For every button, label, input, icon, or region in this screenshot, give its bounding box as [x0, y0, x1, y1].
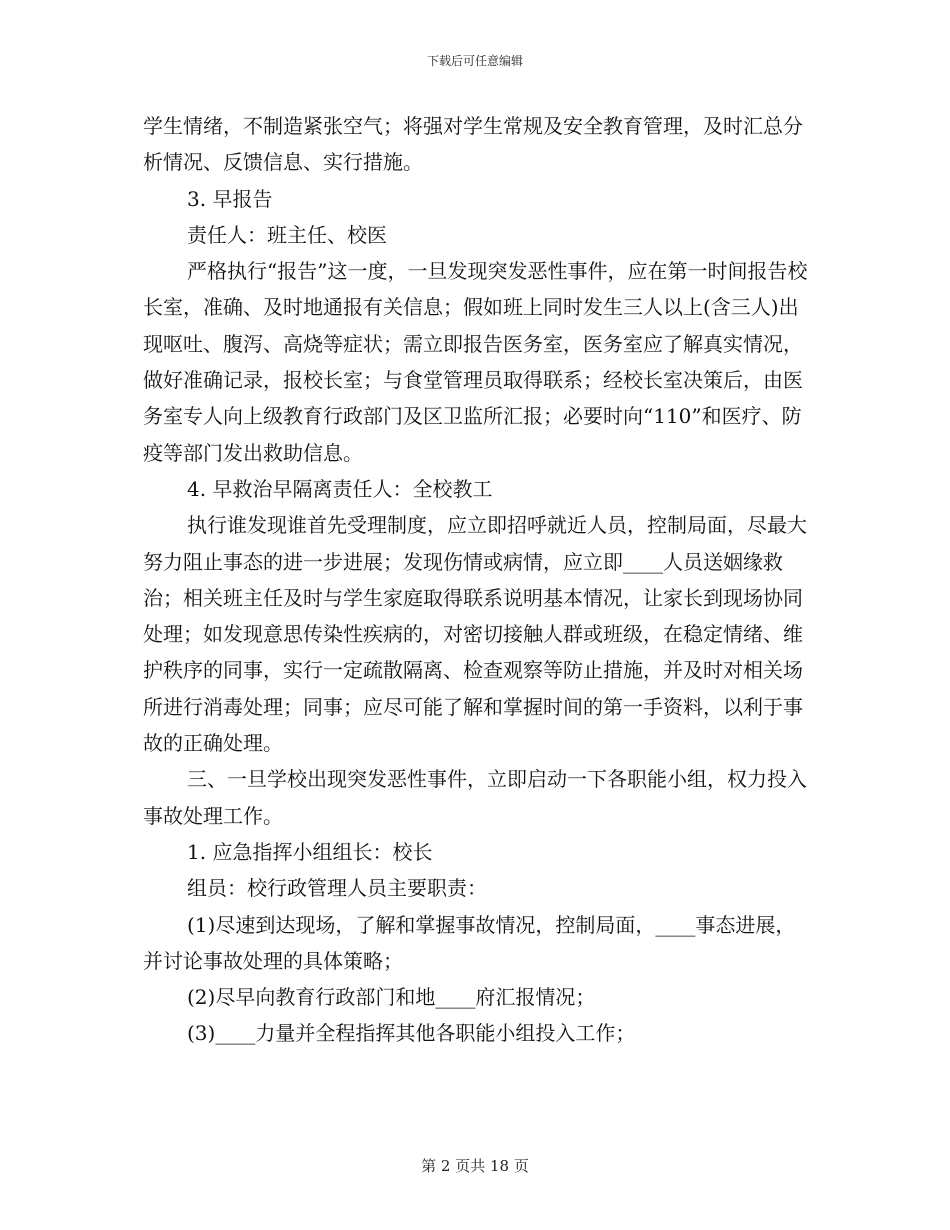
paragraph: 责任人：班主任、校医 — [187, 222, 387, 247]
paragraph: 执行谁发现谁首先受理制度，应立即招呼就近人员，控制局面，尽最大努力阻止事态的进一步进展；发现伤情或病情，应立即____人员送姻缘救治；相关班主任及时与学生家庭取得联系说明基本情况，让家长到现场协同处理；如发现意思传染性疾病的，对密切接触人群或班级，在稳定情绪、维护秩序的同事，实行一定疏散隔离、检查观察等防止措施，并及时对相关场所进行消毒处理；同事；应尽可能了解和掌握时间的第一手资料，以利于事故的正确处理。 — [143, 513, 807, 756]
paragraph: 严格执行“报告”这一度，一旦发现突发恶性事件，应在第一时间报告校长室，准确、及时地通报有关信息；假如班上同时发生三人以上(含三人)出现呕吐、腹泻、高烧等症状；需立即报告医务室，医务室应了解真实情况，做好准确记录，报校长室；与食堂管理员取得联系；经校长室决策后，由医务室专人向上级教育行政部门及区卫监所汇报；必要时向“110”和医疗、防疫等部门发出救助信息。 — [143, 259, 808, 465]
page-footer: 第 2 页共 18 页 — [421, 1157, 529, 1175]
document-body — [143, 108, 815, 1052]
list-item: (3)____力量并全程指挥其他各职能小组投入工作； — [187, 1021, 636, 1046]
page-header: 下载后可任意编辑 — [426, 54, 523, 68]
section-heading: 3. 早报告 — [187, 186, 273, 211]
list-item: (2)尽早向教育行政部门和地____府汇报情况； — [187, 985, 596, 1010]
list-item: (1)尽速到达现场，了解和掌握事故情况，控制局面，____事态进展，并讨论事故处理的具体策略； — [143, 912, 796, 973]
section-heading: 1. 应急指挥小组组长：校长 — [187, 839, 433, 864]
paragraph: 组员：校行政管理人员主要职责： — [187, 876, 487, 901]
paragraph: 学生情绪，不制造紧张空气；将强对学生常规及安全教育管理，及时汇总分析情况、反馈信息、实行措施。 — [143, 114, 803, 175]
section-heading: 三、一旦学校出现突发恶性事件，立即启动一下各职能小组，权力投入事故处理工作。 — [143, 767, 807, 828]
section-heading: 4. 早救治早隔离责任人：全校教工 — [187, 476, 493, 501]
